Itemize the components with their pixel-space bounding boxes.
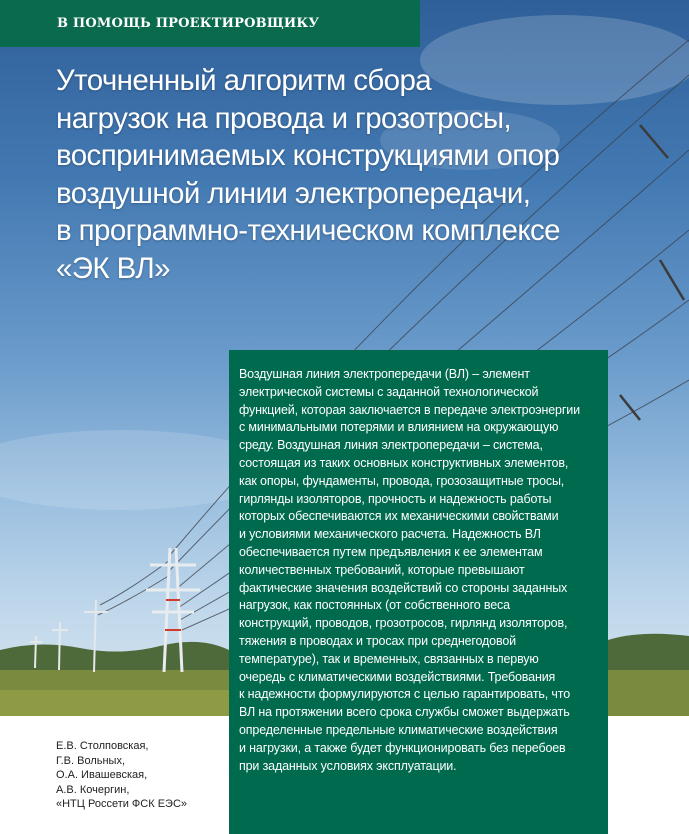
author-line: Г.В. Вольных,	[56, 754, 126, 767]
abstract-box	[229, 350, 608, 834]
author-line: Е.В. Столповская,	[56, 740, 149, 752]
abstract-line: к надежности формулируются с целью гарантировать, что	[239, 687, 571, 702]
abstract-line: среду. Воздушная линия электропередачи – система,	[239, 438, 543, 453]
author-line: А.В. Кочергин,	[56, 783, 130, 796]
abstract-line: определенные предельные климатические воздействия	[239, 722, 558, 737]
abstract-line: ВЛ на протяжении всего срока службы сможет выдержать	[239, 705, 570, 720]
abstract-line: с минимальными потерями и влиянием на окружающую	[239, 420, 559, 435]
grass-field	[0, 690, 229, 716]
abstract-line: функцией, которая заключается в передаче электроэнергии	[239, 402, 580, 417]
title-line: Уточненный алгоритм сбора	[56, 64, 432, 97]
abstract-line: и условиями механического расчета. Надежность ВЛ	[239, 527, 541, 542]
author-affiliation: «НТЦ Россети ФСК ЕЭС»	[56, 798, 188, 810]
title-line: воздушной линии электропередачи,	[56, 176, 531, 210]
abstract-line: очередь с климатическими воздействиями. Требования	[239, 669, 556, 684]
title-line: нагрузок на провода и грозотросы,	[56, 101, 512, 135]
article-title	[56, 62, 676, 287]
abstract-line: и нагрузки, а также будет функционировать без перебоев	[239, 740, 566, 755]
abstract-line: которых обеспечиваются их механическими свойствами	[239, 509, 559, 524]
author-list	[56, 739, 228, 812]
section-label: В ПОМОЩЬ ПРОЕКТИРОВЩИКУ	[0, 0, 420, 47]
abstract-line: как опоры, фундаменты, провода, грозозащитные тросы,	[239, 473, 565, 488]
title-line: «ЭК ВЛ»	[56, 251, 170, 285]
abstract-line: электрической системы с заданной технологической	[239, 384, 539, 399]
author-line: О.А. Ивашевская,	[56, 769, 148, 781]
abstract-line: конструкций, проводов, грозотросов, гирлянд изоляторов,	[239, 616, 568, 631]
abstract-line: при заданных условиях эксплуатации.	[239, 758, 457, 773]
abstract-line: обеспечивается путем предъявления к ее элементам	[239, 544, 543, 559]
title-line: воспринимаемых конструкциями опор	[56, 139, 560, 172]
abstract-line: Воздушная линия электропередачи (ВЛ) – элемент	[239, 367, 530, 381]
abstract-line: температуре), так и временных, связанных в первую	[239, 651, 539, 666]
abstract-line: гирлянды изоляторов, прочность и надежность работы	[239, 491, 552, 506]
title-line: в программно-техническом комплексе	[56, 214, 560, 247]
abstract-line: состоящая из таких основных конструктивных элементов,	[239, 455, 569, 470]
abstract-line: количественных требований, которые превышают	[239, 562, 525, 577]
abstract-line: тяжения в проводах и тросах при среднегодовой	[239, 633, 516, 648]
abstract-line: фактические значения воздействий со стороны заданных	[239, 580, 568, 595]
abstract-line: нагрузок, как постоянных (от собственного веса	[239, 598, 510, 613]
